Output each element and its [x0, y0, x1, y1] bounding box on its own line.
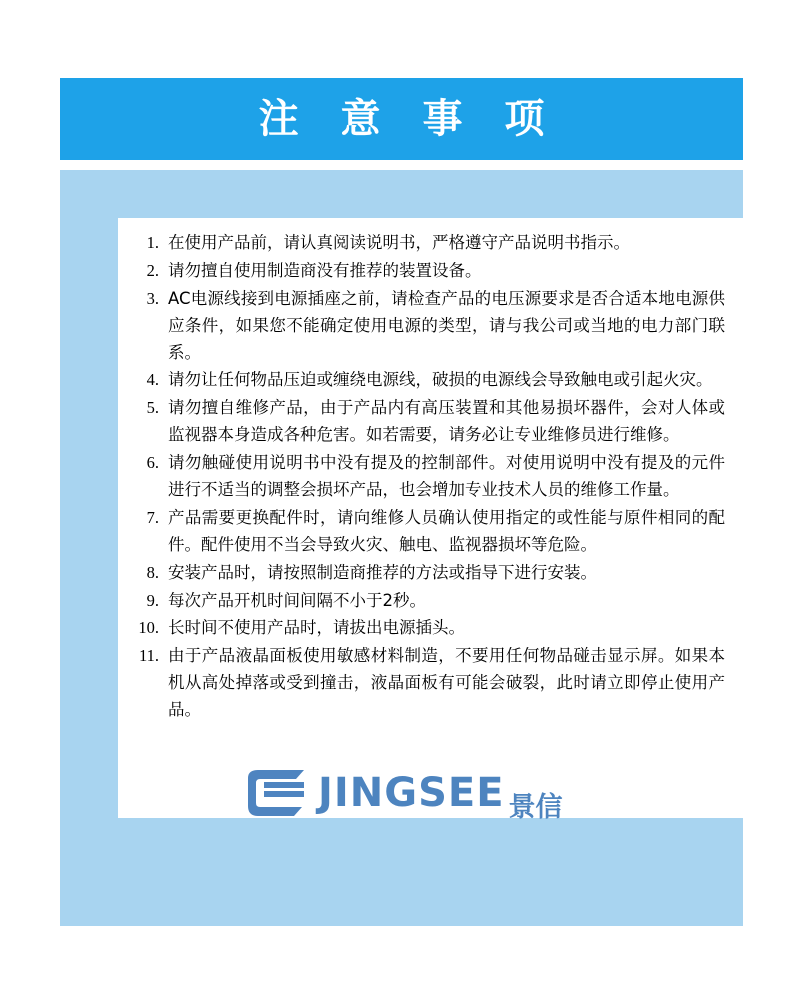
list-item	[135, 450, 725, 504]
notice-list	[135, 230, 725, 725]
list-item-text: 由于产品液晶面板使用敏感材料制造，不要用任何物品碰击显示屏。如果本机从高处掉落或受到撞击，液晶面板有可能会破裂，此时请立即停止使用产品。	[168, 646, 725, 720]
list-item-number: 9.	[146, 590, 159, 610]
list-item	[135, 286, 725, 367]
jingsee-logo-icon	[246, 762, 646, 824]
list-item-number: 3.	[146, 288, 159, 308]
list-item-number: 1.	[146, 233, 159, 252]
list-item-text: 请勿擅自使用制造商没有推荐的装置设备。	[168, 260, 482, 280]
list-item	[135, 367, 725, 394]
list-item	[135, 615, 725, 642]
list-item-text: AC电源线接到电源插座之前，请检查产品的电压源要求是否合适本地电源供应条件，如果您不能确定使用电源的类型，请与我公司或当地的电力部门联系。	[168, 288, 725, 362]
list-item	[135, 560, 725, 587]
logo-text: JINGSEE	[318, 770, 505, 816]
list-item	[135, 395, 725, 449]
list-item	[135, 643, 725, 724]
list-item-text: 在使用产品前，请认真阅读说明书，严格遵守产品说明书指示。	[168, 233, 630, 252]
list-item	[135, 230, 725, 257]
list-item	[135, 505, 725, 559]
logo-mark-icon	[246, 768, 312, 818]
list-item-number: 5.	[146, 398, 159, 418]
page-title: 注 意 事 项	[258, 96, 559, 142]
list-item-text: 安装产品时，请按照制造商推荐的方法或指导下进行安装。	[168, 562, 597, 582]
title-bar	[60, 78, 743, 160]
list-item-number: 6.	[146, 453, 159, 473]
list-item	[135, 258, 725, 285]
list-item-text: 请勿让任何物品压迫或缠绕电源线，破损的电源线会导致触电或引起火灾。	[168, 370, 713, 390]
list-item-number: 11.	[138, 646, 159, 666]
list-item-number: 7.	[146, 507, 159, 527]
list-item-text: 长时间不使用产品时，请拔出电源插头。	[168, 618, 465, 638]
list-item-number: 4.	[146, 370, 159, 390]
list-item-text: 每次产品开机时间间隔不小于2秒。	[168, 590, 426, 610]
list-item-text: 产品需要更换配件时，请向维修人员确认使用指定的或性能与原件相同的配件。配件使用不当会导致火灾、触电、监视器损坏等危险。	[168, 507, 725, 554]
list-item-text: 请勿擅自维修产品，由于产品内有高压装置和其他易损坏器件，会对人体或监视器本身造成各种危害。如若需要，请务必让专业维修员进行维修。	[168, 398, 725, 445]
list-item-number: 8.	[146, 562, 159, 582]
list-item	[135, 588, 725, 615]
list-item-text: 请勿触碰使用说明书中没有提及的控制部件。对使用说明中没有提及的元件进行不适当的调整会损坏产品，也会增加专业技术人员的维修工作量。	[168, 453, 725, 500]
list-item-number: 2.	[146, 260, 159, 280]
logo-text-cn: 景信	[508, 792, 563, 823]
list-item-number: 10.	[138, 618, 159, 638]
